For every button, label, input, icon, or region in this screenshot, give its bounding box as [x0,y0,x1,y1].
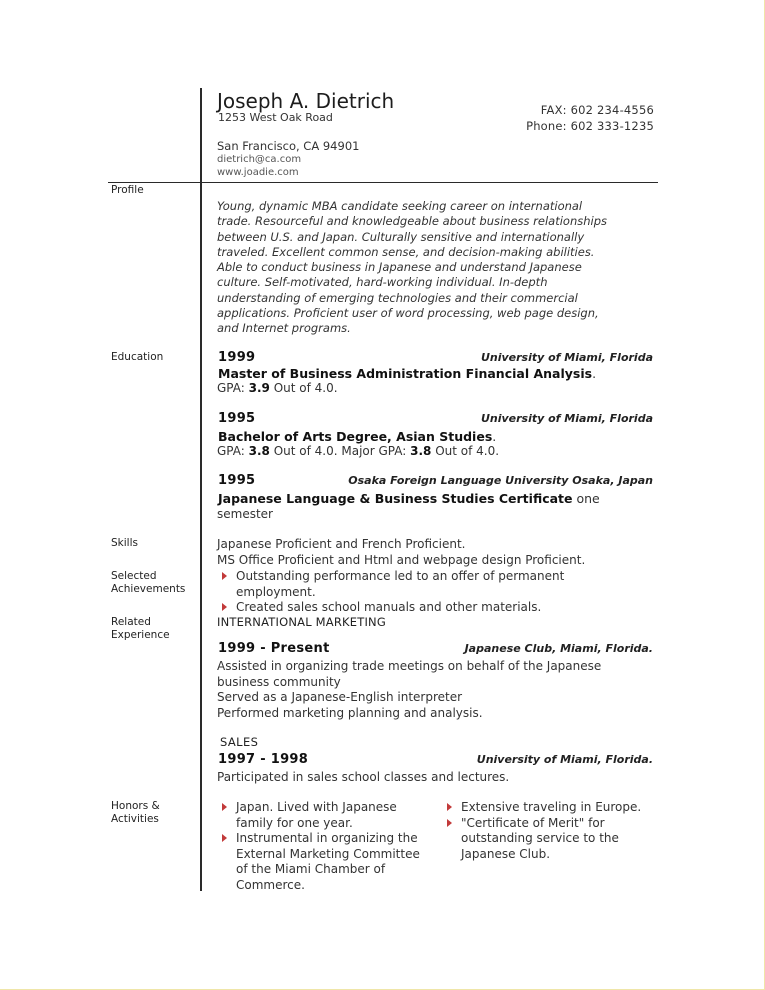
education-degree [218,491,600,506]
label-line: Related [111,616,151,628]
resume-name: Joseph A. Dietrich [217,89,395,113]
education-school: University of Miami, Florida [480,412,653,425]
education-school: Osaka Foreign Language University Osaka, Japan [348,474,653,487]
profile-text [217,199,647,337]
degree-rest: . [492,429,497,444]
bullet-icon [222,603,227,611]
label-education: Education [111,351,164,363]
education-note: semester [217,507,273,521]
job-line: Assisted in organizing trade meetings on behalf of the Japanese [217,659,602,673]
phone-number: Phone: 602 333-1235 [526,119,654,133]
profile-line: and Internet programs. [217,321,351,336]
honors-list-right [442,800,657,862]
profile-line: applications. Proficient user of word processing, web page design, [217,306,599,321]
label-line: Honors & [111,800,160,812]
education-degree [218,429,496,444]
city-state-zip: San Francisco, CA 94901 [217,139,360,153]
profile-line: between U.S. and Japan. Culturally sensitive and internationally [217,229,585,244]
label-profile: Profile [111,184,144,196]
street-address: 1253 West Oak Road [218,111,333,124]
job-description [217,659,601,721]
skill-line: MS Office Proficient and Html and webpage design Proficient. [217,552,586,567]
email-link[interactable]: dietrich@ca.com [217,154,302,165]
gpa-suffix: Out of 4.0. [269,381,338,395]
profile-line: Young, dynamic MBA candidate seeking career on international [217,199,583,213]
fax-number: FAX: 602 234-4556 [540,103,654,117]
gpa-label: GPA: [217,381,249,395]
label-selected-achievements [111,570,185,596]
label-skills: Skills [111,537,138,549]
honors-list-left [217,800,432,893]
list-item: Japan. Lived with Japanese family for one year. [217,800,432,831]
bullet-icon [447,819,452,827]
job-description [217,770,509,786]
skills-list [217,537,585,568]
job-line: Served as a Japanese-English interpreter [217,690,463,704]
job-years: 1997 - 1998 [218,752,309,767]
gpa-value: 3.9 [248,381,270,395]
degree-title: Japanese Language & Business Studies Certificate [218,491,573,506]
profile-line: traveled. Excellent common sense, and decision-making abilities. [217,244,595,259]
job-years: 1999 - Present [218,641,330,656]
profile-line: Able to conduct business in Japanese and understand Japanese [217,260,582,275]
education-year: 1995 [218,473,256,488]
achievements-list [217,569,564,616]
education-year: 1999 [218,350,256,365]
vertical-rule [200,88,202,891]
label-line: Activities [111,813,159,825]
experience-heading: SALES [220,735,259,749]
bullet-icon [447,803,452,811]
education-school: University of Miami, Florida [480,351,653,364]
profile-line: understanding of emerging technologies and their commercial [217,290,578,305]
label-line: Achievements [111,583,186,595]
label-honors-activities [111,800,160,826]
label-line: Selected [111,570,157,582]
gpa-suffix: Out of 4.0. [431,444,500,458]
bullet-icon [222,803,227,811]
job-organization: Japanese Club, Miami, Florida. [464,642,653,655]
degree-title: Master of Business Administration Financial Analysis [218,366,593,381]
list-item: "Certificate of Merit" for outstanding service to the Japanese Club. [442,816,657,863]
major-gpa-value: 3.8 [410,444,432,458]
list-item: Instrumental in organizing the External Marketing Committee of the Miami Chamber of Commerce. [217,831,432,893]
gpa-label: GPA: [217,444,249,458]
degree-rest: . [592,366,597,381]
header-divider [108,182,658,183]
education-gpa [217,444,499,460]
bullet-icon [222,572,227,580]
list-item: Created sales school manuals and other materials. [217,600,564,616]
job-line: business community [217,674,341,689]
profile-line: trade. Resourceful and knowledgeable about business relationships [217,214,608,229]
label-related-experience [111,616,170,642]
job-line: Performed marketing planning and analysis. [217,705,483,720]
education-degree [218,366,596,381]
profile-line: culture. Self-motivated, hard-working individual. In-depth [217,275,548,290]
label-line: Experience [111,629,170,641]
list-item: Outstanding performance led to an offer of permanent employment. [217,569,564,600]
experience-heading: INTERNATIONAL MARKETING [217,615,386,629]
education-gpa [217,381,338,397]
gpa-value: 3.8 [248,444,270,458]
bullet-icon [222,834,227,842]
website-link[interactable]: www.joadie.com [217,167,299,178]
degree-rest: one [572,491,600,506]
gpa-suffix: Out of 4.0. Major GPA: [269,444,411,458]
education-year: 1995 [218,411,256,426]
skill-line: Japanese Proficient and French Proficient. [217,537,466,551]
job-organization: University of Miami, Florida. [476,753,653,766]
degree-title: Bachelor of Arts Degree, Asian Studies [218,429,493,444]
list-item: Extensive traveling in Europe. [442,800,657,816]
job-line: Participated in sales school classes and lectures. [217,770,510,784]
contact-block [526,102,654,134]
